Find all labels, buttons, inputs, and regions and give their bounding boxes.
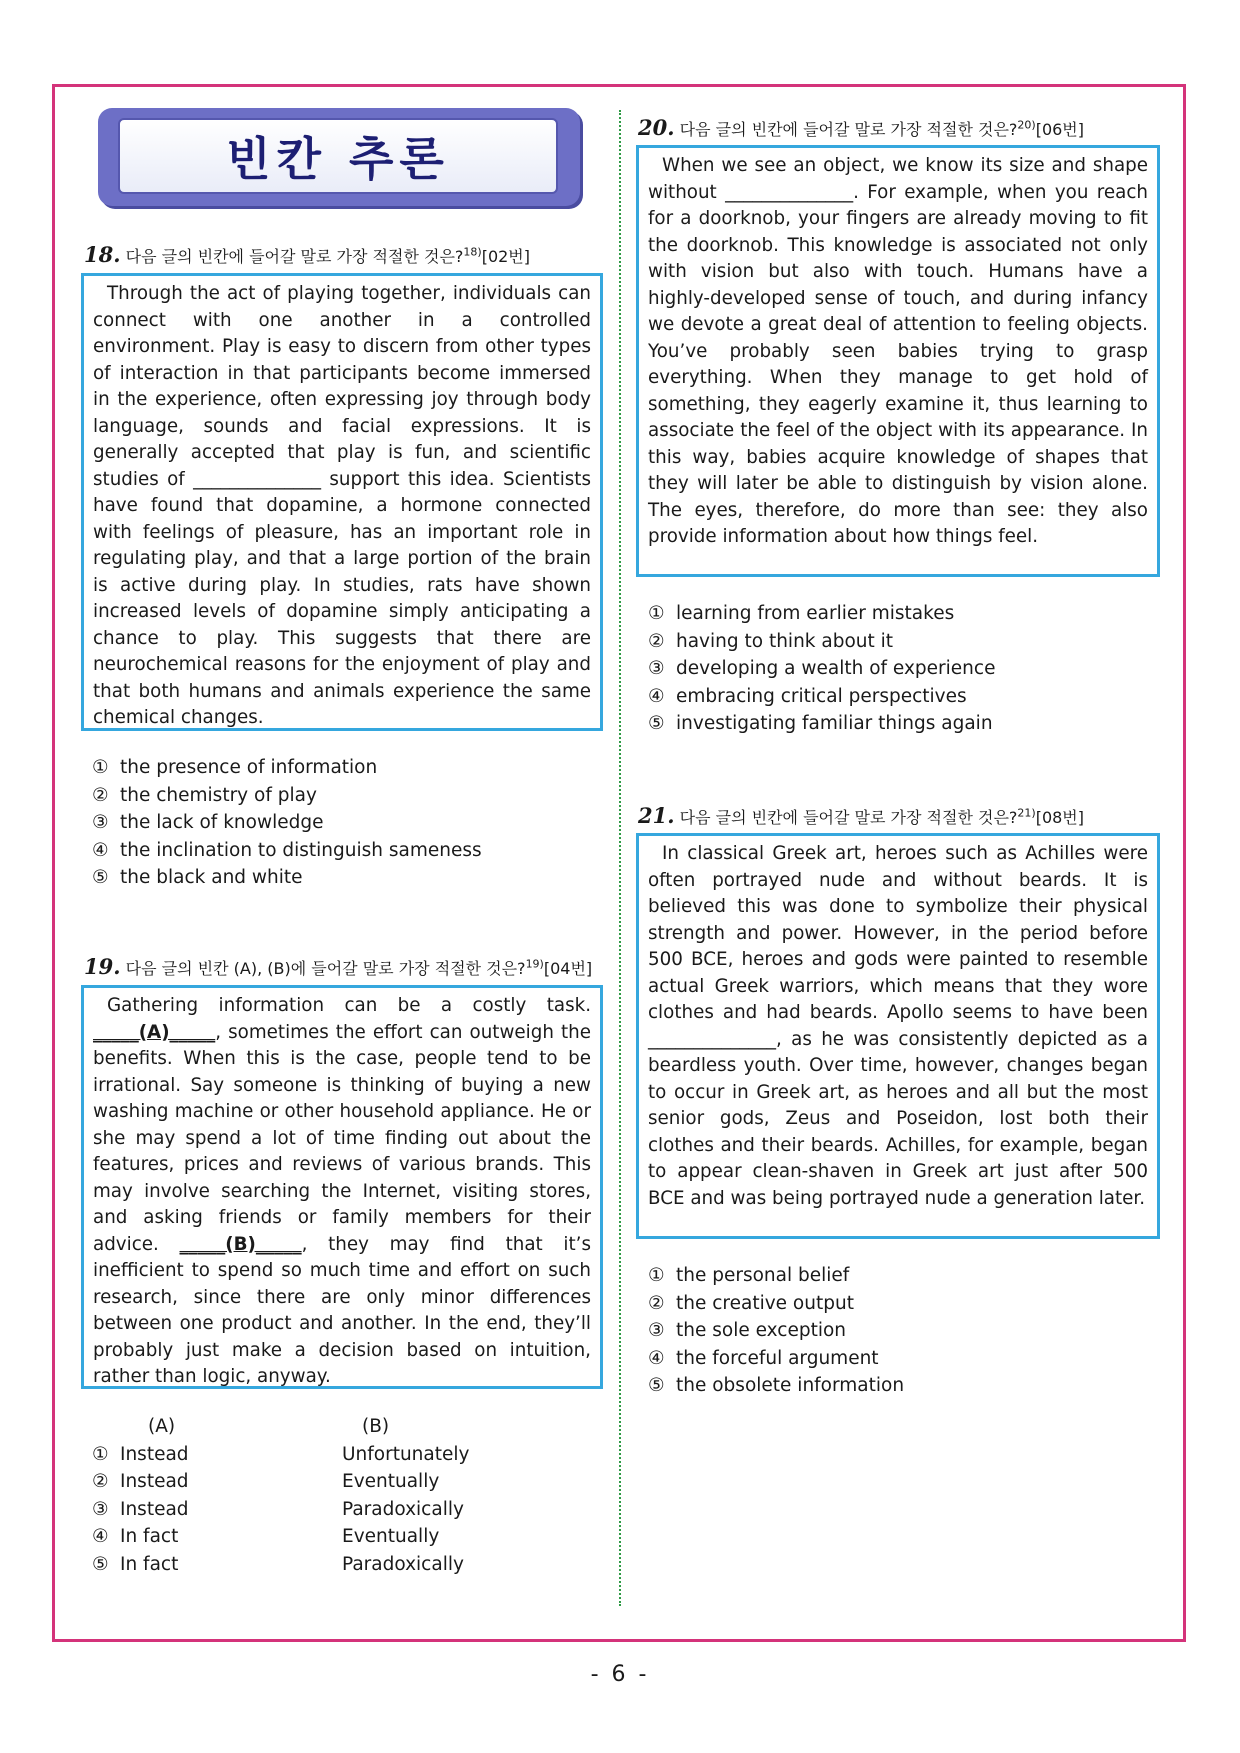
option-mark: ⑤ [648, 1375, 665, 1396]
q19-blank-b: _____(B)_____ [179, 1233, 302, 1255]
q20-option-4[interactable] [648, 683, 995, 711]
q20-option-3[interactable] [648, 655, 995, 683]
q19-options [92, 1413, 469, 1578]
q20-options [648, 600, 995, 738]
option-b-text: Paradoxically [342, 1498, 464, 1520]
q19-number: 19. [84, 954, 121, 979]
q19-ref: 19) [525, 957, 544, 971]
q19-option-5[interactable] [92, 1551, 469, 1579]
q21-passage-part2: , as he was consistently depicted as a beardless youth. Over time, however, changes began to occur in Greek art, as heroes and all but the most senior gods, Zeus and Poseidon, lost both their clothes and their beards. Achilles, for example, began to appear clean-shaven in Greek art just after 500 BCE and was being portrayed nude a generation later. [648, 1028, 1148, 1209]
option-mark: ② [92, 784, 109, 806]
q20-code: [06번] [1035, 120, 1085, 139]
q21-option-1[interactable] [648, 1262, 904, 1290]
q19-option-3[interactable] [92, 1496, 469, 1524]
q19-passage-box [81, 985, 603, 1389]
q18-number: 18. [84, 242, 121, 267]
q18-ref: 18) [463, 245, 482, 259]
option-text: having to think about it [676, 630, 894, 652]
q20-passage-part2: . For example, when you reach for a doorknob, your fingers are already moving to fit the doorknob. This knowledge is associated not only with vision but also with touch. Humans have a highly-developed sense of touch, and during infancy we devote a great deal of attention to feeling objects. You’ve probably seen babies trying to grasp everything. When they manage to get hold of something, they eagerly examine it, thus learning to associate the feel of the object with its appearance. In this way, babies acquire knowledge of shapes that they will later be able to distinguish by vision alone. The eyes, therefore, do more than see: they also provide information about how things feel. [648, 181, 1148, 547]
q21-header [638, 803, 1084, 828]
q20-option-5[interactable] [648, 710, 995, 738]
q18-option-4[interactable] [92, 837, 482, 865]
q18-option-3[interactable] [92, 809, 482, 837]
q19-header [84, 954, 592, 979]
q21-option-2[interactable] [648, 1290, 904, 1318]
option-mark: ⑤ [92, 867, 109, 888]
q20-option-2[interactable] [648, 628, 995, 656]
option-text: the chemistry of play [120, 784, 317, 806]
option-a-text: Instead [120, 1498, 189, 1520]
option-b-text: Eventually [342, 1471, 440, 1492]
q19-passage-part2: , sometimes the effort can outweigh the benefits. When this is the case, people tend to be irrational. Say someone is thinking of buying a new washing machine or other household appliance. He or she may spend a lot of time finding out about the features, prices and reviews of various brands. This may involve searching the Internet, visiting stores, and asking friends or family members for their advice. [93, 1021, 591, 1255]
q21-code: [08번] [1035, 808, 1085, 827]
option-mark: ⑤ [92, 1553, 109, 1575]
option-mark: ④ [92, 1526, 109, 1547]
option-text: the inclination to distinguish sameness [120, 839, 482, 861]
q18-option-2[interactable] [92, 782, 482, 810]
option-text: the obsolete information [676, 1375, 905, 1396]
option-text: the forceful argument [676, 1347, 879, 1369]
option-mark: ① [92, 1443, 109, 1465]
section-title: 빈칸 추론 [118, 118, 558, 194]
q21-option-3[interactable] [648, 1317, 904, 1345]
q20-number: 20. [638, 115, 675, 140]
option-mark: ④ [648, 1347, 665, 1369]
q19-blank-a: _____(A)_____ [93, 1021, 216, 1043]
q18-options [92, 754, 482, 892]
q18-passage-box [81, 273, 603, 731]
option-text: learning from earlier mistakes [676, 603, 955, 624]
option-mark: ⑤ [648, 713, 665, 734]
option-mark: ④ [92, 839, 109, 861]
column-divider [619, 110, 621, 1606]
option-text: the personal belief [676, 1265, 850, 1286]
option-text: the lack of knowledge [120, 812, 324, 833]
q18-option-5[interactable] [92, 864, 482, 892]
q21-options [648, 1262, 904, 1400]
q18-header [84, 242, 530, 267]
option-mark: ② [648, 1292, 665, 1314]
q21-passage-part1: In classical Greek art, heroes such as Achilles were often portrayed nude and without beards. It is believed this was done to symbolize their physical strength and power. However, in the period before 500 BCE, heroes and gods were painted to resemble actual Greek warriors, which means that they wore clothes and had beards. Apollo seems to have been [648, 843, 1148, 1023]
option-mark: ③ [648, 1320, 665, 1341]
q20-blank: ______________ [725, 181, 854, 203]
option-b-text: Unfortunately [342, 1443, 470, 1465]
option-a-text: Instead [120, 1471, 189, 1492]
q19-option-4[interactable] [92, 1523, 469, 1551]
q19-option-2[interactable] [92, 1468, 469, 1496]
column-header-a: (A) [148, 1416, 176, 1437]
q18-passage-part2: support this idea. Scientists have found that dopamine, a hormone connected with feelings of pleasure, has an important role in regulating play, and that a large portion of the brain is active during play. In studies, rats have shown increased levels of dopamine simply anticipating a chance to play. This suggests that there are neurochemical reasons for the enjoyment of play and that both humans and animals experience the same chemical changes. [93, 468, 591, 728]
option-b-text: Paradoxically [342, 1553, 464, 1575]
q18-passage-part1: Through the act of playing together, individuals can connect with one another in a controlled environment. Play is easy to discern from other types of interaction in that participants become immersed in the experience, often expressing joy through body language, sounds and facial expressions. It is generally accepted that play is fun, and scientific studies of [93, 283, 591, 490]
q18-prompt: 다음 글의 빈칸에 들어갈 말로 가장 적절한 것은? [125, 247, 464, 266]
option-text: developing a wealth of experience [676, 658, 996, 679]
q19-passage-part1: Gathering information can be a costly task. [107, 995, 591, 1016]
q19-option-1[interactable] [92, 1441, 469, 1469]
q19-options-header [92, 1413, 469, 1441]
q19-prompt: 다음 글의 빈칸 (A), (B)에 들어갈 말로 가장 적절한 것은? [125, 959, 526, 978]
q19-passage-part3: , they may find that it’s inefficient to spend so much time and effort on such research, since there are only minor differences between one product and another. In the end, they’ll probably just make a decision based on intuition, rather than logic, anyway. [93, 1233, 591, 1387]
option-text: investigating familiar things again [676, 713, 993, 734]
column-header-b: (B) [362, 1416, 390, 1437]
q18-option-1[interactable] [92, 754, 482, 782]
page-number: - 6 - [590, 1662, 650, 1687]
option-mark: ③ [92, 812, 109, 833]
q18-code: [02번] [481, 247, 531, 266]
q21-passage-box [636, 833, 1160, 1239]
q21-option-4[interactable] [648, 1345, 904, 1373]
option-text: the black and white [120, 867, 303, 888]
q19-code: [04번] [543, 959, 593, 978]
option-mark: ① [648, 603, 665, 624]
option-mark: ① [92, 757, 109, 778]
option-mark: ② [92, 1471, 109, 1492]
q20-passage-box [636, 145, 1160, 577]
option-a-text: In fact [120, 1553, 179, 1575]
q20-header [638, 115, 1084, 140]
option-mark: ③ [648, 658, 665, 679]
option-text: the sole exception [676, 1320, 847, 1341]
option-mark: ④ [648, 685, 665, 707]
option-mark: ③ [92, 1498, 109, 1520]
q21-prompt: 다음 글의 빈칸에 들어갈 말로 가장 적절한 것은? [679, 808, 1018, 827]
q21-ref: 21) [1017, 806, 1036, 820]
q20-option-1[interactable] [648, 600, 995, 628]
q20-ref: 20) [1017, 118, 1036, 132]
q20-prompt: 다음 글의 빈칸에 들어갈 말로 가장 적절한 것은? [679, 120, 1018, 139]
option-text: the presence of information [120, 757, 378, 778]
section-title-banner [98, 108, 580, 206]
q21-number: 21. [638, 803, 675, 828]
q21-blank: ______________ [648, 1028, 776, 1050]
option-text: embracing critical perspectives [676, 685, 967, 707]
option-a-text: In fact [120, 1526, 179, 1547]
q18-blank: ______________ [193, 468, 322, 490]
option-a-text: Instead [120, 1443, 189, 1465]
q20-passage-part1: When we see an object, we know its size and shape without [648, 155, 1148, 203]
option-mark: ② [648, 630, 665, 652]
option-b-text: Eventually [342, 1526, 440, 1547]
q21-option-5[interactable] [648, 1372, 904, 1400]
option-text: the creative output [676, 1292, 854, 1314]
option-mark: ① [648, 1265, 665, 1286]
